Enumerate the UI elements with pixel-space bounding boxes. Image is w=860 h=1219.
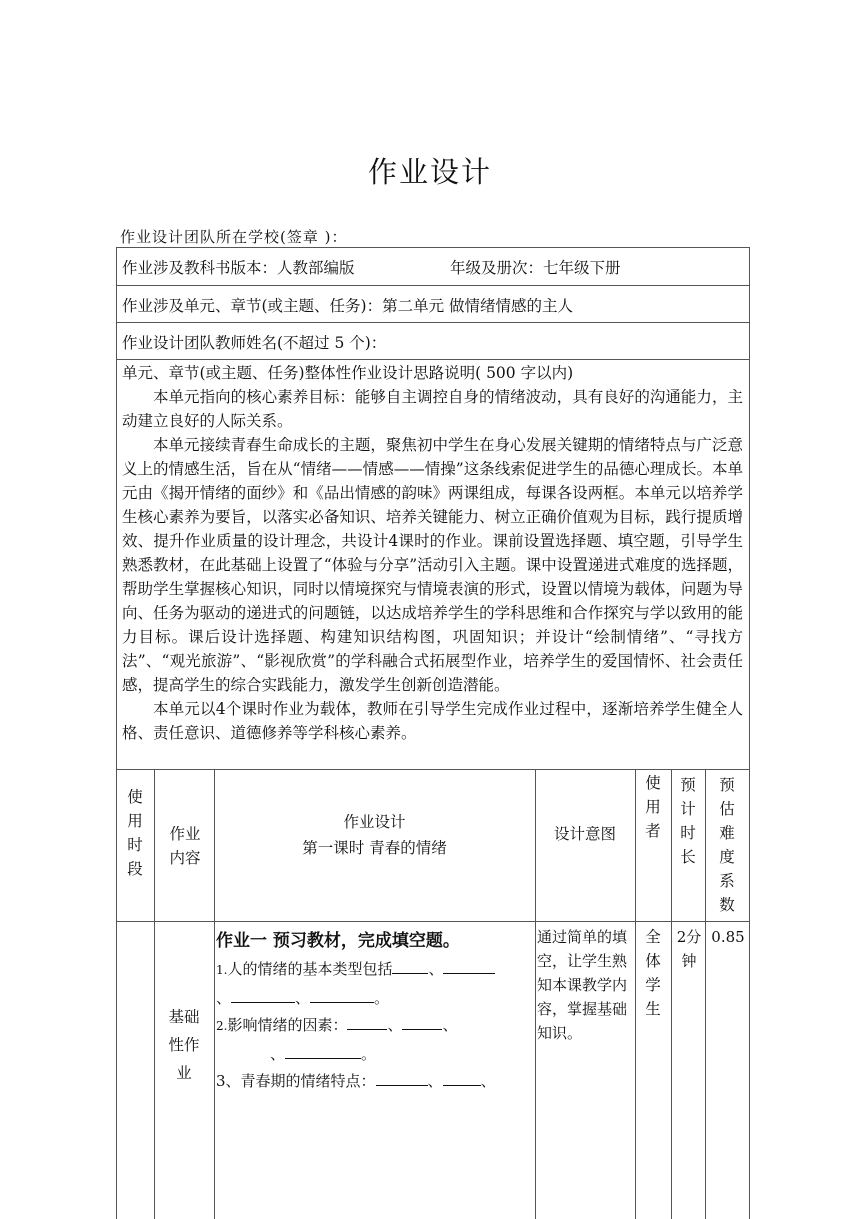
textbook-row [116, 247, 750, 286]
design-explanation [116, 360, 750, 770]
header-content: 作业内容 [169, 825, 201, 867]
teacher-names: 作业设计团队教师姓名(不超过 5 个)： [122, 334, 387, 352]
target-users: 全体学生 [645, 928, 661, 1018]
explanation-paragraph: 本单元指向的核心素养目标：能够自主调控自身的情绪波动，具有良好的沟通能力，主动建立良好的人际关系。 [122, 388, 743, 430]
task-title: 作业一 预习教材，完成填空题。 [216, 931, 460, 951]
question-3: 3、青春期的情绪特点： 、 、 [216, 1067, 535, 1095]
teacher-row [116, 323, 750, 360]
header-time: 预计时长 [680, 776, 696, 866]
header-difficulty: 预估难度系数 [719, 776, 735, 914]
unit-row [116, 286, 750, 323]
explanation-heading: 单元、章节(或主题、任务)整体性作业设计思路说明( 500 字以内) [122, 364, 574, 382]
school-signature-line: 作业设计团队所在学校(签章 )： [120, 228, 348, 246]
header-user: 使用者 [645, 774, 661, 840]
unit-chapter: 作业涉及单元、章节(或主题、任务)：第二单元 做情绪情感的主人 [122, 297, 574, 315]
header-design: 作业设计 [343, 813, 406, 831]
header-intent: 设计意图 [553, 825, 616, 843]
explanation-paragraph: 本单元接续青春生命成长的主题，聚焦初中学生在身心发展关键期的情绪特点与广泛意义上的情感生活，旨在从“情绪——情感——情操”这条线索促进学生的品德心理成长。本单元由《揭开情绪的面纱》和《品出情感的韵味》两课组成，每课各设两框。本单元以培养学生核心素养为要旨，以落实必备知识、培养关键能力、树立正确价值观为目标，践行提质增效、提升作业质量的设计理念，共设计4课时的作业。课前设置选择题、填空题，引导学生熟悉教材，在此基础上设置了“体验与分享”活动引入主题。课中设置递进式难度的选择题，帮助学生掌握核心知识，同时以情境探究与情境表演的形式，设置以情境为载体，问题为导向、任务为驱动的递进式的问题链，以达成培养学生的学科思维和合作探究与学以致用的能力目标。课后设计选择题、构建知识结构图，巩固知识；并设计“绘制情绪”、“寻找方法”、“观光旅游”、“影视欣赏”的学科融合式拓展型作业，培养学生的爱国情怀、社会责任感，提高学生的综合实践能力，激发学生创新创造潜能。 [122, 436, 743, 694]
grade-volume: 年级及册次：七年级下册 [450, 259, 621, 277]
header-period: 使用时段 [127, 788, 143, 878]
textbook-version: 作业涉及教科书版本：人教部编版 [122, 259, 355, 277]
difficulty-value: 0.85 [711, 928, 745, 946]
question-2: 2.影响情绪的因素： 、 、 、 。 [216, 1011, 535, 1068]
design-intent: 通过简单的填空，让学生熟知本课教学内容，掌握基础知识。 [537, 928, 628, 1042]
explanation-paragraph: 本单元以4个课时作业为载体，教师在引导学生完成作业过程中，逐渐培养学生健全人格、责任意识、道德修养等学科核心素养。 [122, 700, 743, 742]
estimated-time: 2分钟 [676, 928, 702, 970]
category-basic: 基础性作业 [168, 1008, 200, 1082]
homework-table [116, 769, 750, 1219]
header-lesson: 第一课时 青春的情绪 [302, 839, 447, 857]
question-1: 1.人的情绪的基本类型包括 、 、 、 。 [216, 955, 535, 1012]
page-title: 作业设计 [367, 155, 492, 189]
